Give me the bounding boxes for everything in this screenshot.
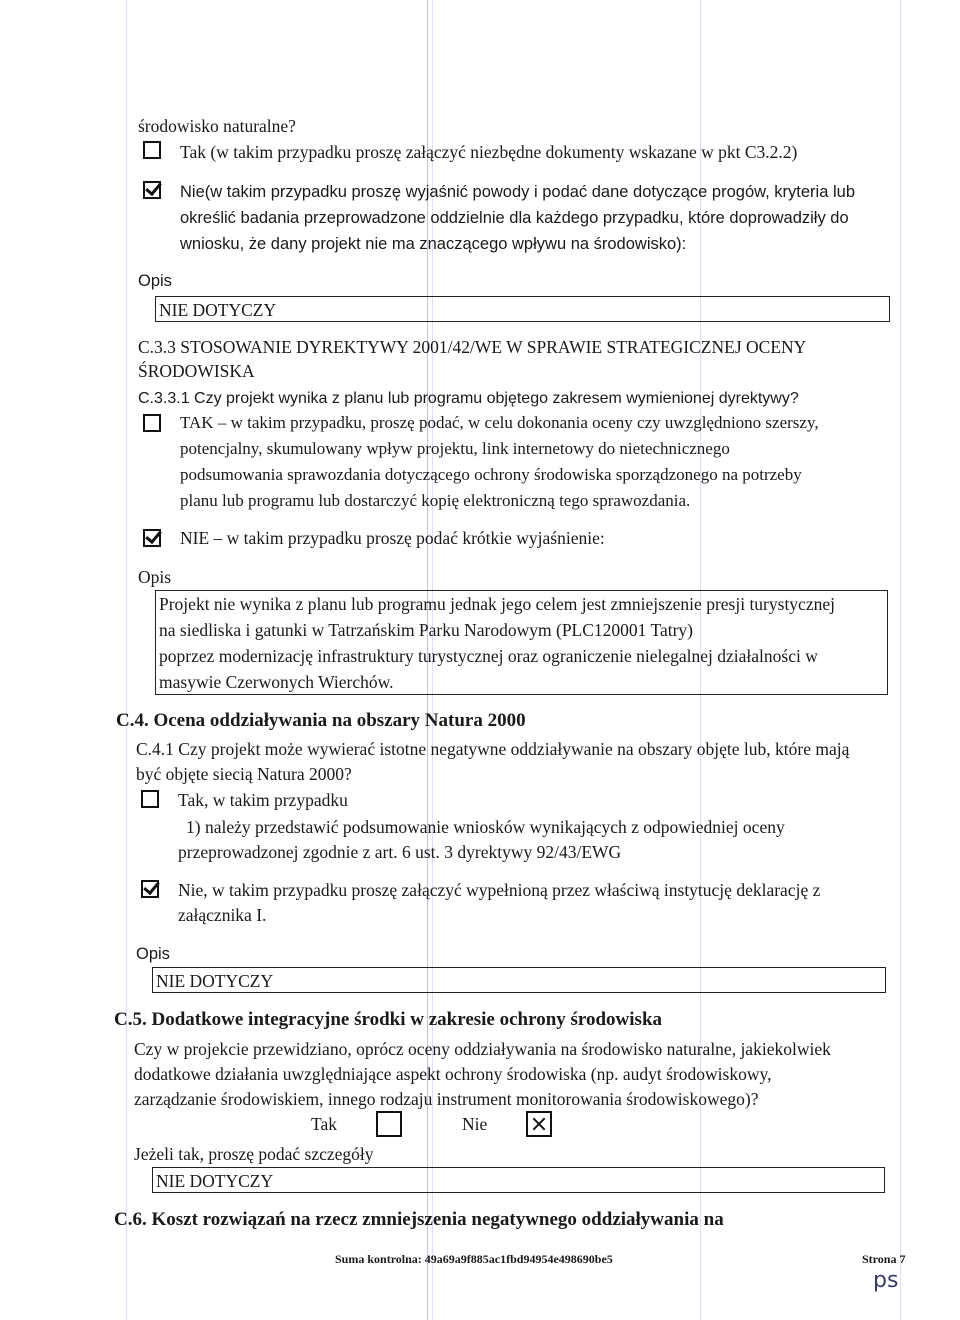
question-c5-line3: zarządzanie środowiskiem, innego rodzaju instrument monitorowania środowiskowego)?: [134, 1089, 759, 1109]
question-tail: środowisko naturalne?: [138, 116, 296, 136]
opis-label: Opis: [138, 567, 172, 587]
handwritten-initials: ps: [873, 1268, 899, 1293]
checkbox-nie-crossed[interactable]: [526, 1111, 552, 1137]
opis-label: Opis: [138, 272, 172, 290]
section-c4-heading: C.4. Ocena oddziaływania na obszary Natura 2000: [116, 710, 526, 731]
opis-label: Opis: [136, 945, 170, 963]
tak-line3: podsumowania sprawozdania dotyczącego ochrony środowiska sporządzonego na potrzeby: [180, 465, 802, 484]
opis-line: masywie Czerwonych Wierchów.: [159, 672, 394, 692]
tak-label: Tak, w takim przypadku: [178, 790, 348, 810]
opis-line: poprzez modernizację infrastruktury turystycznej oraz ograniczenie nielegalnej działalności w: [159, 646, 818, 666]
nie-line1: Nie, w takim przypadku proszę załączyć wypełnioną przez właściwą instytucję deklarację z: [178, 880, 821, 900]
tak-item-line2: przeprowadzonej zgodnie z art. 6 ust. 3 dyrektywy 92/43/EWG: [178, 842, 622, 862]
tak-line2: potencjalny, skumulowany wpływ projektu, link internetowy do nietechnicznego: [180, 439, 730, 458]
details-field[interactable]: [152, 1167, 885, 1193]
section-c33-heading-line1: C.3.3 STOSOWANIE DYREKTYWY 2001/42/WE W SPRAWIE STRATEGICZNEJ OCENY: [138, 337, 807, 357]
scan-line: [126, 0, 127, 1320]
checkbox-tak[interactable]: [143, 414, 161, 432]
opis-value: NIE DOTYCZY: [156, 971, 274, 991]
checkbox-nie-checked[interactable]: [143, 529, 161, 547]
details-value: NIE DOTYCZY: [156, 1171, 274, 1191]
checkbox-nie-checked[interactable]: [141, 880, 159, 898]
checkbox-tak[interactable]: [141, 790, 159, 808]
scan-line: [900, 0, 901, 1320]
nie-line2: załącznika I.: [178, 905, 267, 925]
opis-field-c33[interactable]: [155, 590, 888, 695]
opis-field-c4[interactable]: [152, 967, 886, 993]
section-c5-heading: C.5. Dodatkowe integracyjne środki w zakresie ochrony środowiska: [114, 1009, 663, 1030]
checkbox-no-checked[interactable]: [143, 181, 161, 199]
tak-item-line1: 1) należy przedstawić podsumowanie wniosków wynikających z odpowiedniej oceny: [186, 817, 785, 837]
checkbox-tak[interactable]: [376, 1111, 402, 1137]
nie-label: NIE – w takim przypadku proszę podać krótkie wyjaśnienie:: [180, 528, 605, 548]
section-c33-heading-line2: ŚRODOWISKA: [138, 361, 255, 381]
details-label: Jeżeli tak, proszę podać szczegóły: [134, 1144, 374, 1164]
opis-value: NIE DOTYCZY: [159, 300, 277, 320]
option-no-line2: określić badania przeprowadzone oddzielnie dla każdego przypadku, które doprowadziły do: [180, 209, 849, 227]
checksum: Suma kontrolna: 49a69a9f885ac1fbd94954e498690be5: [335, 1252, 613, 1266]
opis-line: na siedliska i gatunki w Tatrzańskim Parku Narodowym (PLC120001 Tatry): [159, 620, 693, 640]
question-c5-line2: dodatkowe działania uwzględniające aspekt ochrony środowiska (np. audyt środowiskowy,: [134, 1064, 772, 1084]
page-number: Strona 7: [862, 1252, 906, 1266]
checkbox-yes[interactable]: [143, 141, 161, 159]
tak-label: Tak: [311, 1114, 337, 1134]
opis-line: Projekt nie wynika z planu lub programu jednak jego celem jest zmniejszenie presji turystycznej: [159, 594, 835, 614]
section-c6-heading: C.6. Koszt rozwiązań na rzecz zmniejszenia negatywnego oddziaływania na: [114, 1209, 724, 1230]
question-c41-line1: C.4.1 Czy projekt może wywierać istotne negatywne oddziaływanie na obszary objęte lub, które mają: [136, 739, 850, 759]
option-no-line3: wniosku, że dany projekt nie ma znaczącego wpływu na środowisko):: [180, 235, 687, 253]
option-no-line1: Nie(w takim przypadku proszę wyjaśnić powody i podać dane dotyczące progów, kryteria lub: [180, 183, 855, 201]
nie-label: Nie: [462, 1114, 488, 1134]
tak-line1: TAK – w takim przypadku, proszę podać, w celu dokonania oceny czy uwzględniono szerszy,: [180, 413, 819, 432]
question-c5-line1: Czy w projekcie przewidziano, oprócz oceny oddziaływania na środowisko naturalne, jakiekolwiek: [134, 1039, 831, 1059]
opis-field[interactable]: [155, 296, 890, 322]
question-c331: C.3.3.1 Czy projekt wynika z planu lub programu objętego zakresem wymienionej dyrektywy?: [138, 390, 799, 407]
option-yes-label: Tak (w takim przypadku proszę załączyć niezbędne dokumenty wskazane w pkt C3.2.2): [180, 142, 798, 162]
question-c41-line2: być objęte siecią Natura 2000?: [136, 764, 352, 784]
tak-line4: planu lub programu lub dostarczyć kopię elektroniczną tego sprawozdania.: [180, 491, 691, 510]
